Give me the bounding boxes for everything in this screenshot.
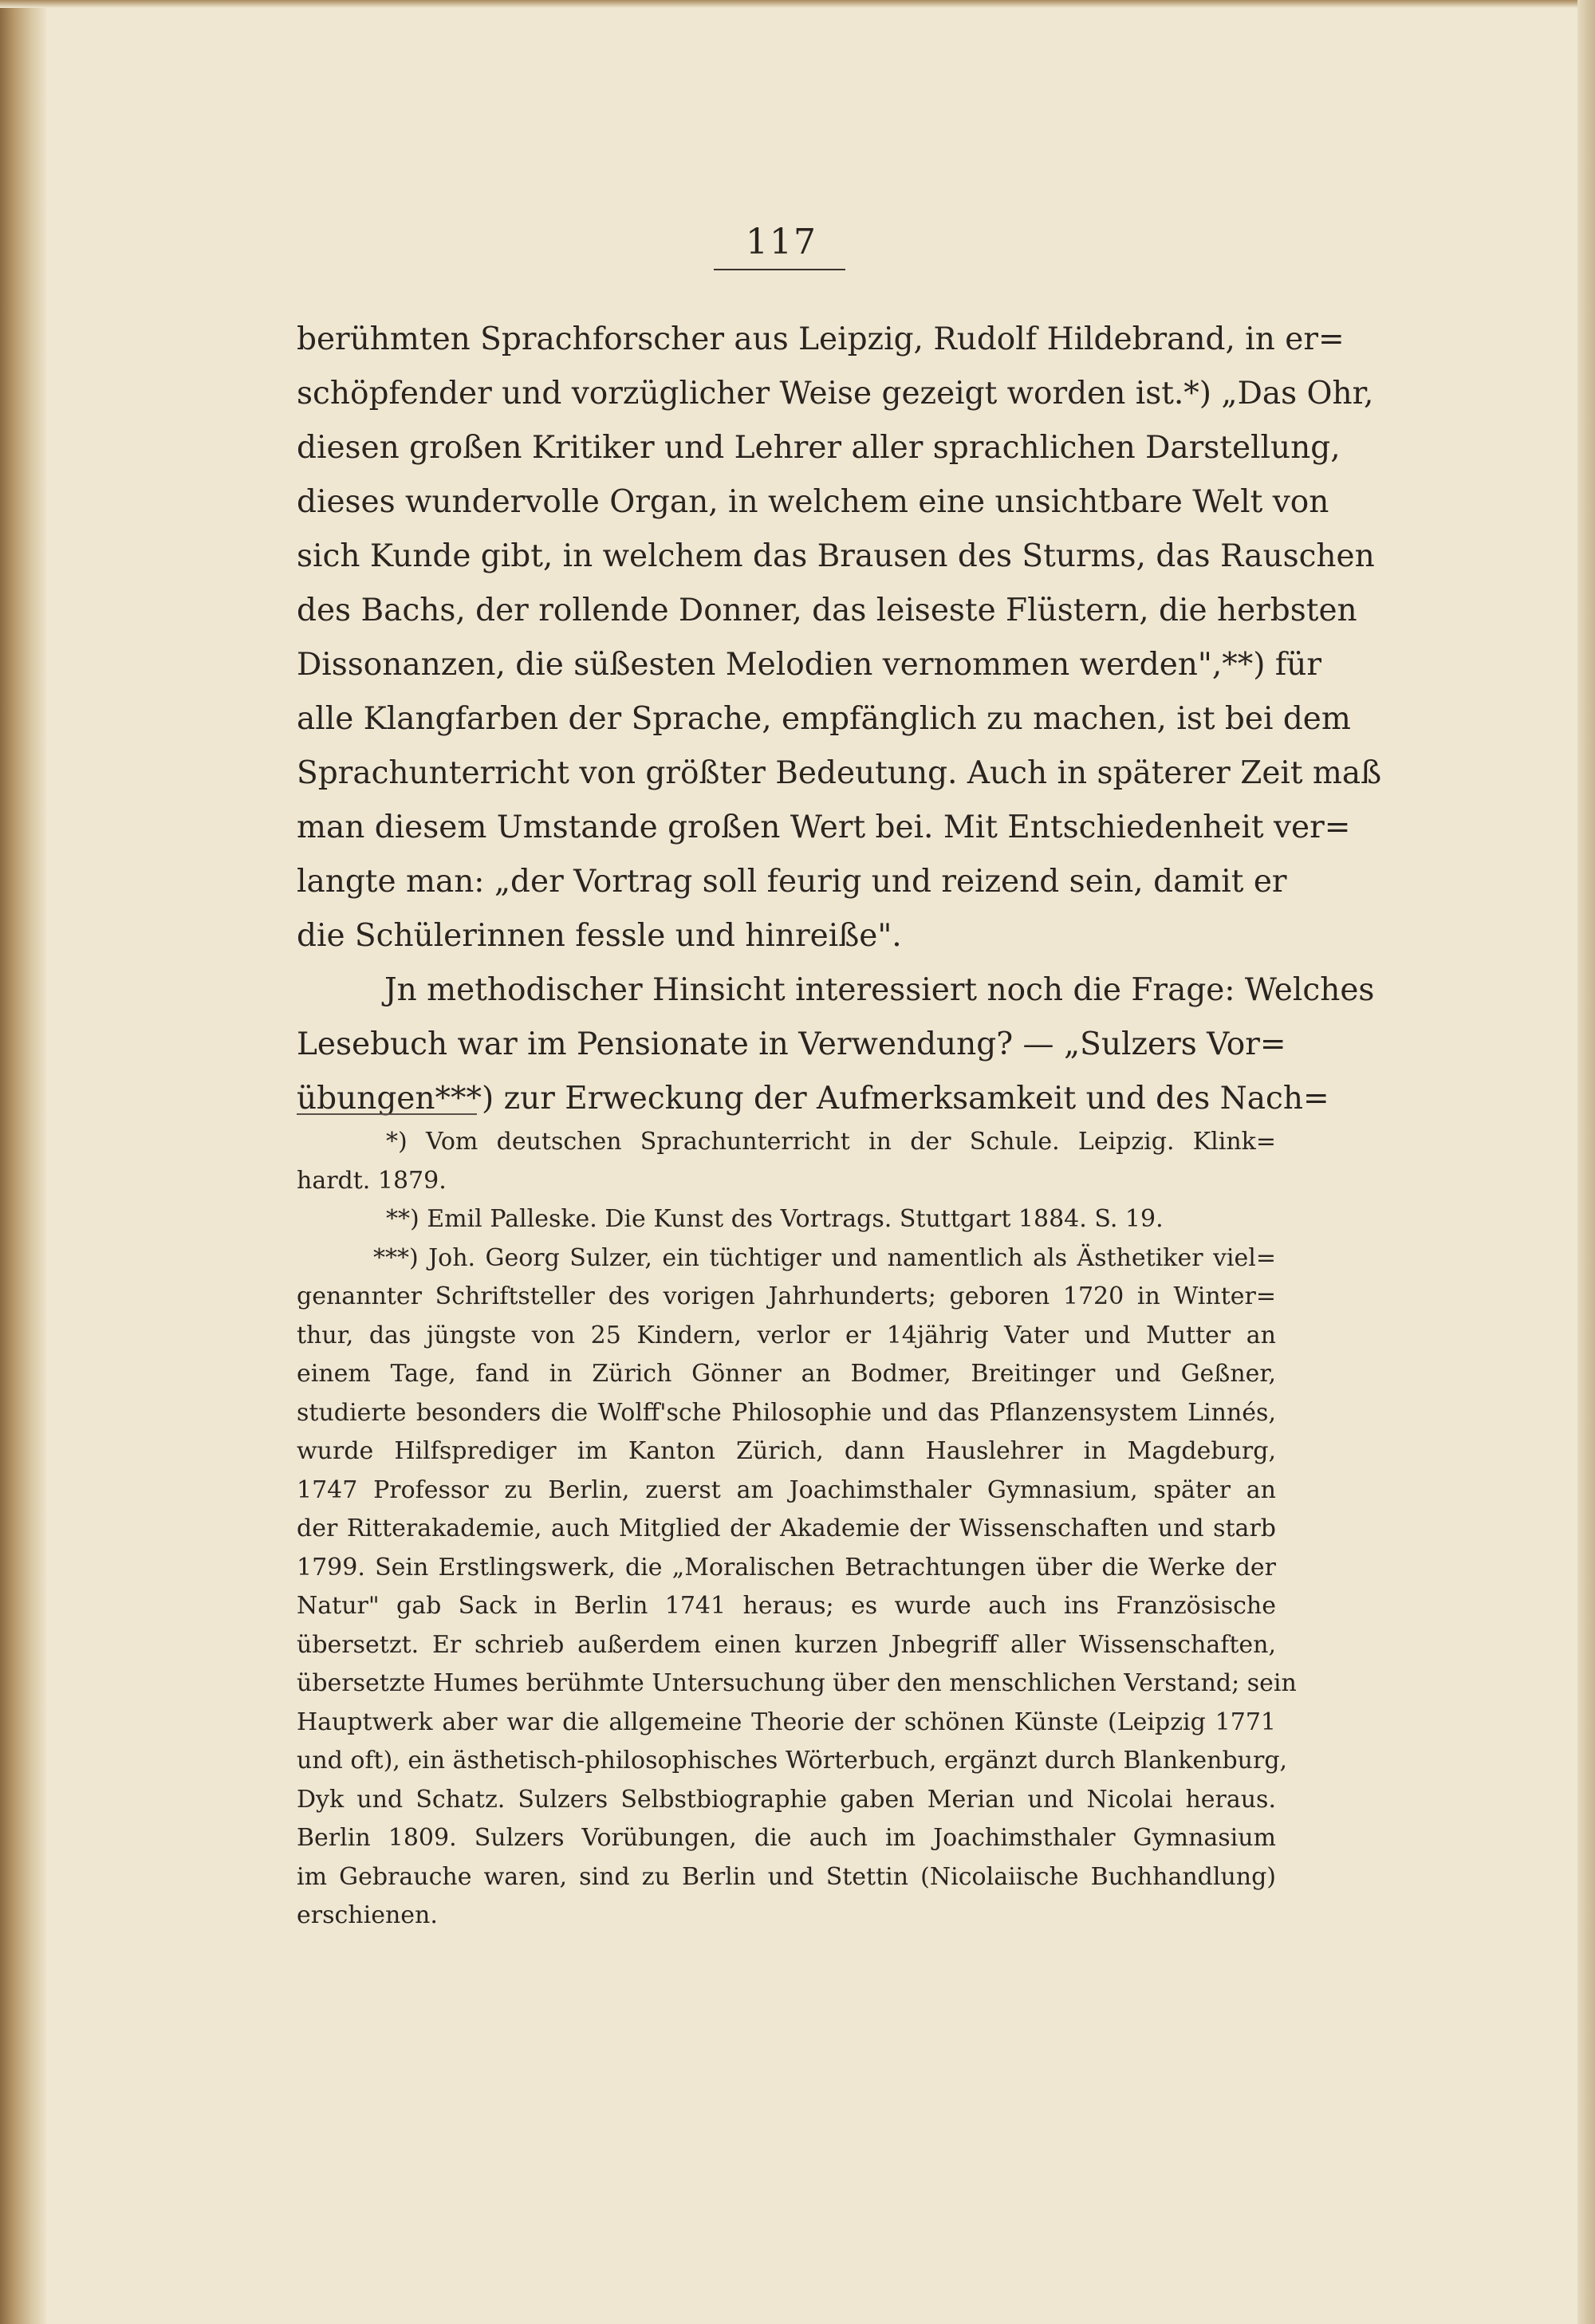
body-line: des Bachs, der rollende Donner, das leiseste Flüstern, die herbsten <box>297 593 1357 628</box>
body-line: berühmten Sprachforscher aus Leipzig, Rudolf Hildebrand, in er= <box>297 321 1345 357</box>
footnote-line: einem Tage, fand in Zürich Gönner an Bodmer, Breitinger und Geßner, <box>297 1360 1276 1388</box>
body-line: langte man: „der Vortrag soll feurig und reizend sein, damit er <box>297 864 1287 900</box>
body-line: Dissonanzen, die süßesten Melodien vernommen werden",**) für <box>297 647 1322 683</box>
body-line: Lesebuch war im Pensionate in Verwendung? — „Sulzers Vor= <box>297 1026 1286 1062</box>
footnote-line: 1799. Sein Erstlingswerk, die „Moralischen Betrachtungen über die Werke der <box>297 1553 1276 1582</box>
footnote-line: übersetzte Humes berühmte Untersuchung über den menschlichen Verstand; sein <box>297 1669 1297 1697</box>
body-line: übungen***) zur Erweckung der Aufmerksamkeit und des Nach= <box>297 1081 1329 1117</box>
footnote-line: Berlin 1809. Sulzers Vorübungen, die auch im Joachimsthaler Gymnasium <box>297 1824 1276 1852</box>
footnote-line: hardt. 1879. <box>297 1166 447 1195</box>
footnote-line: und oft), ein ästhetisch-philosophisches Wörterbuch, ergänzt durch Blankenburg, <box>297 1747 1288 1775</box>
footnote-line: im Gebrauche waren, sind zu Berlin und Stettin (Nicolaiische Buchhandlung) <box>297 1862 1276 1891</box>
footnote-line: Dyk und Schatz. Sulzers Selbstbiographie gaben Merian und Nicolai heraus. <box>297 1785 1276 1814</box>
page-number-rule <box>714 269 845 270</box>
footnotes <box>297 1123 1297 1936</box>
footnote-line: Natur" gab Sack in Berlin 1741 heraus; es wurde auch ins Französische <box>297 1592 1276 1620</box>
footnote-line: *) Vom deutschen Sprachunterricht in der Schule. Leipzig. Klink= <box>386 1128 1276 1156</box>
footnote-line: der Ritterakademie, auch Mitglied der Akademie der Wissenschaften und starb <box>297 1515 1276 1542</box>
body-line: Sprachunterricht von größter Bedeutung. Auch in späterer Zeit maß <box>297 755 1382 791</box>
body-text <box>297 313 1382 1126</box>
footnote-line: Hauptwerk aber war die allgemeine Theorie der schönen Künste (Leipzig 1771 <box>297 1708 1276 1736</box>
body-line: sich Kunde gibt, in welchem das Brausen des Sturms, das Rauschen <box>297 538 1375 574</box>
body-line: die Schülerinnen fessle und hinreiße". <box>297 918 902 954</box>
footnote-line: ***) Joh. Georg Sulzer, ein tüchtiger und namentlich als Ästhetiker viel= <box>373 1243 1276 1272</box>
footnote-line: 1747 Professor zu Berlin, zuerst am Joachimsthaler Gymnasium, später an <box>297 1475 1276 1504</box>
body-line: dieses wundervolle Organ, in welchem eine unsichtbare Welt von <box>297 484 1329 520</box>
body-line: Jn methodischer Hinsicht interessiert noch die Frage: Welches <box>384 972 1375 1008</box>
footnote-line: **) Emil Palleske. Die Kunst des Vortrags. Stuttgart 1884. S. 19. <box>386 1205 1164 1233</box>
page-number: 117 <box>746 222 817 262</box>
footnote-line: genannter Schriftsteller des vorigen Jahrhunderts; geboren 1720 in Winter= <box>297 1282 1276 1310</box>
body-line: alle Klangfarben der Sprache, empfänglich zu machen, ist bei dem <box>297 701 1351 737</box>
body-line: schöpfender und vorzüglicher Weise gezeigt worden ist.*) „Das Ohr, <box>297 376 1374 412</box>
body-line: man diesem Umstande großen Wert bei. Mit Entschiedenheit ver= <box>297 809 1351 845</box>
footnote-line: wurde Hilfsprediger im Kanton Zürich, dann Hauslehrer in Magdeburg, <box>297 1437 1276 1465</box>
footnote-line: übersetzt. Er schrieb außerdem einen kurzen Jnbegriff aller Wissenschaften, <box>297 1630 1276 1659</box>
footnote-line: erschienen. <box>297 1901 438 1929</box>
footnote-line: thur, das jüngste von 25 Kindern, verlor er 14jährig Vater und Mutter an <box>297 1321 1276 1349</box>
body-line: diesen großen Kritiker und Lehrer aller sprachlichen Darstellung, <box>297 430 1341 466</box>
footnote-line: studierte besonders die Wolff'sche Philosophie und das Pflanzensystem Linnés, <box>297 1398 1276 1427</box>
footnote-separator <box>297 1113 477 1115</box>
